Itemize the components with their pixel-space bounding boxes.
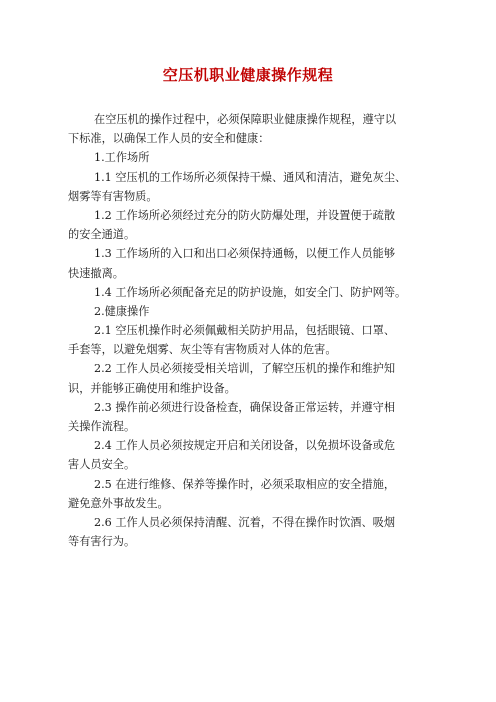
body-line: 1.2 工作场所必须经过充分的防火防爆处理，并设置便于疏散 xyxy=(94,208,396,222)
body-line: 2.健康操作 xyxy=(94,304,150,318)
body-line: 2.1 空压机操作时必须佩戴相关防护用品，包括眼镜、口罩、 xyxy=(94,324,396,338)
body-line: 下标准，以确保工作人员的安全和健康： xyxy=(68,132,270,146)
body-line: 1.工作场所 xyxy=(94,151,150,165)
body-line: 2.6 工作人员必须保持清醒、沉着，不得在操作时饮酒、吸烟 xyxy=(94,515,396,529)
body-line: 2.4 工作人员必须按规定开启和关闭设备，以免损坏设备或危 xyxy=(94,439,396,453)
body-line: 1.3 工作场所的入口和出口必须保持通畅，以便工作人员能够 xyxy=(94,247,396,261)
body-line: 害人员安全。 xyxy=(68,458,136,472)
body-line: 1.1 空压机的工作场所必须保持干燥、通风和清洁，避免灰尘、 xyxy=(94,170,407,184)
body-line: 2.3 操作前必须进行设备检查，确保设备正常运转，并遵守相 xyxy=(94,400,396,414)
body-line: 识，并能够正确使用和维护设备。 xyxy=(68,381,236,395)
body-line: 1.4 工作场所必须配备充足的防护设施，如安全门、防护网等。 xyxy=(94,285,407,299)
body-line: 2.5 在进行维修、保养等操作时，必须采取相应的安全措施， xyxy=(94,477,396,491)
body-line: 避免意外事故发生。 xyxy=(68,496,169,510)
document-title: 空压机职业健康操作规程 xyxy=(162,66,334,84)
body-line: 等有害行为。 xyxy=(68,535,136,549)
body-line: 的安全通道。 xyxy=(68,228,136,242)
body-line: 快速撤离。 xyxy=(68,266,124,280)
body-line: 烟雾等有害物质。 xyxy=(68,189,158,203)
body-line: 在空压机的操作过程中，必须保障职业健康操作规程，遵守以 xyxy=(94,113,397,126)
body-line: 关操作流程。 xyxy=(68,420,136,433)
body-line: 手套等，以避免烟雾、灰尘等有害物质对人体的危害。 xyxy=(68,343,337,357)
body-line: 2.2 工作人员必须接受相关培训，了解空压机的操作和维护知 xyxy=(94,362,396,376)
document-body xyxy=(68,110,438,551)
